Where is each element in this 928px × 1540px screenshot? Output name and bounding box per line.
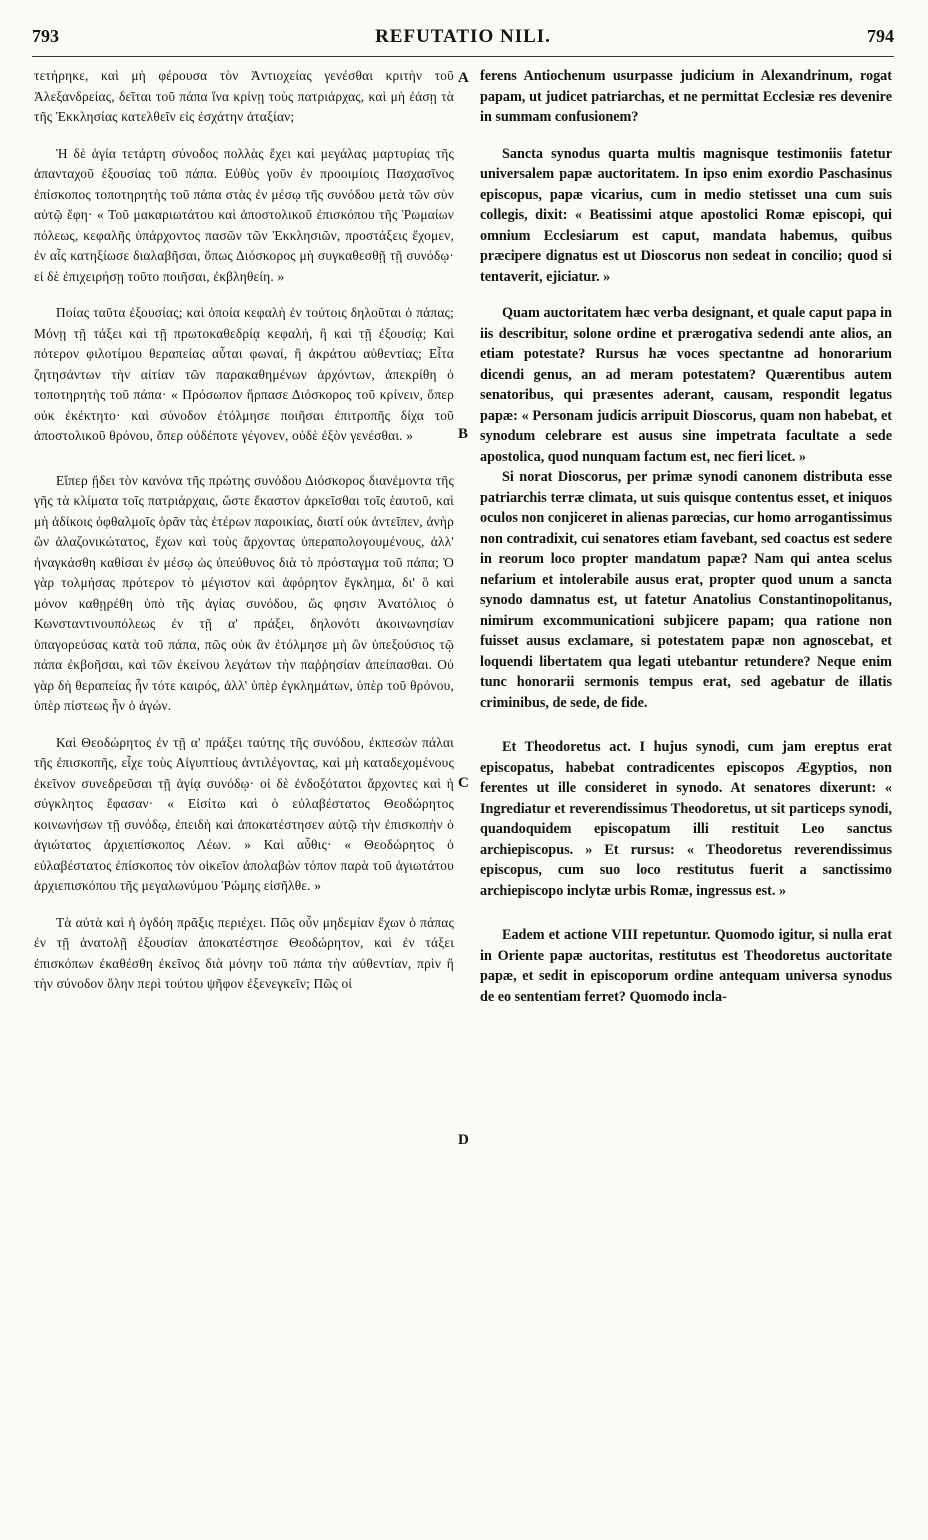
header-rule — [32, 56, 894, 57]
section-marker-c: C — [458, 775, 469, 791]
greek-column — [34, 66, 454, 995]
left-page-number: 793 — [32, 26, 59, 46]
greek-paragraph: Καὶ Θεοδώρητος ἐν τῇ α' πράξει ταύτης τῆς συνόδου, ἐκπεσὼν πάλαι τῆς ἐπισκοπῆς, εἶχε τοὺς Αἰγυπτίους ἀντιλέγοντας, καὶ μὴ καταδεχομένους ἐκεῖνον συνεδρεῦσαι τῇ ἁγίᾳ συνόδῳ· οἱ δὲ ἐνδοξότατοι ἄρχοντες καὶ ἡ σύγκλητος ἔφασαν· « Εἰσίτω καὶ ὁ εὐλαβέστατος Θεοδώρητος κοινωνήσων τῇ συνόδῳ, ἐπειδὴ καὶ ἀποκατέστησεν αὐτῷ τὴν ἐπισκοπὴν ὁ ἁγιώτατος ἀρχιεπίσκοπος Λέων. » Καὶ αὖθις· « Θεοδώρητος ὁ εὐλαβέστατος ἐπίσκοπος τὸν οἰκεῖον ἀπολαβὼν τόπον παρὰ τοῦ ἁγιωτάτου ἀρχιεπισκόπου τῆς μεγαλωνύμου Ῥώμης εἰσῆλθε. » — [34, 734, 454, 893]
running-title: REFUTATIO NILI. — [375, 26, 551, 47]
latin-paragraph: Et Theodoretus act. I hujus synodi, cum jam ereptus erat episcopatus, habebat contradicentes episcopos Ægyptios, non ferentes ut ille consideret in synodo. At senatores dixerunt: « Ingrediatur et reverendissimus Theodoretus, ut sit particeps synodi, quandoquidem episcopatum illi restituit Leo sanctus archiepiscopus. » Et rursus: « Theodoretus reverendissimus episcopus, cum suo loco restitutus fuerit a sanctissimo archiepiscopo inclytæ urbis Romæ, ingressus est. » — [480, 739, 892, 899]
latin-paragraph: Eadem et actione VIII repetuntur. Quomodo igitur, si nulla erat in Oriente papæ auctoritas, restitutus est Theodoretus auctoritate papæ, et sedit in episcoporum ordine antequam universa synodus de eo sententiam ferret? Quomodo incla- — [480, 927, 892, 1005]
latin-paragraph: Si norat Dioscorus, per primæ synodi canonem distributa esse patriarchis terræ climata, ut suis quisque contentus esset, et iniquos oculos non conjiceret in alienas parœcias, cur homo arrogantissimus non contradixit, cui senatores etiam favebant, sed coactus est sedere in reorum loco propter mandatum papæ? Nam qui antea scelus nefarium et intolerabile ausus erat, propter quod unum a sancta synodo damnatus est, ut fatetur Anatolius Constantinopolitanus, nimirum excommunicationi subjicere papam; qua ratione non fuisset ausus exclamare, si potestatem papæ non agnoscebat, et loquendi libertatem qua legati utebantur retundere? Neque enim tunc honorarii sermonis tempus erat, sed agebatur de illatis criminibus, de sede, de fide. — [480, 469, 892, 711]
latin-paragraph: Sancta synodus quarta multis magnisque testimoniis fatetur universalem papæ auctoritatem. In ipso enim exordio Paschasinus episcopus, papæ vicarius, cum in medio stetisset una cum suis collegis, dixit: « Beatissimi atque apostolici Romæ episcopi, qui omnium Ecclesiarum est caput, mandata habemus, quibus præcipere dignatus est ut Dioscorus non sedeat in concilio; quod si tentaverit, ejiciatur. » — [480, 145, 892, 285]
greek-paragraph: Εἴπερ ᾔδει τὸν κανόνα τῆς πρώτης συνόδου Διόσκορος διανέμοντα τῆς γῆς τὰ κλίματα τοῖς πατριάρχαις, ὥστε ἕκαστον ἀρκεῖσθαι τοῖς ἑαυτοῦ, καὶ μὴ ἀδίκοις ὀφθαλμοῖς ὁρᾶν τὰς ἑτέρων παροικίας, διατί οὐκ ἀντεῖπεν, ἀνὴρ ὢν ἀλαζονικώτατος, ἔχων καὶ τοὺς ἄρχοντας ὑπεραπολογουμένους, ἀλλ' ἠναγκάσθη καθίσαι ἐν μέσῳ ὡς ὑπεύθυνος διὰ τὸ πρόσταγμα τοῦ πάπα; Ὁ γὰρ τολμήσας πρότερον τὸ μέγιστον καὶ ἀφόρητον ἔγκλημα, δι' ὃ καὶ μόνον καθῃρέθη ὑπὸ τῆς ἁγίας συνόδου, ὥς φησιν Ἀνατόλιος ὁ Κωνσταντινουπόλεως ἐν τῇ α' πράξει, δηλονότι ἀκοινωνησίαν ὑπαγορεύσας κατὰ τοῦ πάπα, πῶς οὐκ ἂν ἐτόλμησε μὴ ὢν ὑπεξούσιος τῷ πάπα ἐκβοῆσαι, καὶ τῶν ἐκείνου λεγάτων τὴν παῤῥησίαν ἀπείπασθαι. Οὐ γὰρ δὴ θεραπείας ἦν τότε καιρός, ἀλλ' ὑπὲρ ἐγκλημάτων, ὑπὲρ τοῦ θρόνου, ὑπὲρ πίστεως ἦν ὁ ἀγών. — [34, 472, 454, 713]
section-marker-d: D — [458, 1132, 469, 1148]
greek-paragraph: τετήρηκε, καὶ μὴ φέρουσα τὸν Ἀντιοχείας γενέσθαι κριτὴν τοῦ Ἀλεξανδρείας, δεῖται τοῦ πάπα ἵνα κρίνῃ τοὺς πατριάρχας, καὶ μὴ ἐάσῃ τὰ τῆς Ἐκκλησίας κατελθεῖν εἰς ἐσχάτην ἀταξίαν; — [34, 68, 454, 124]
page-header — [32, 18, 894, 58]
right-page-number: 794 — [867, 26, 894, 46]
latin-paragraph: Quam auctoritatem hæc verba designant, et quale caput papa in iis describitur, solone ordine et prærogativa sedendi ante alios, an etiam potestate? Rursus hæ voces spectantne ad honorarium dicendi genus, an ad meram potestatem? Quærentibus autem senatoribus, qui præsentes aderant, causam, respondit legatus papæ: « Personam judicis arripuit Dioscorus, quam non habebat, et synodum celebrare est ausus sine impetrata facultate a sede apostolica, quod nunquam factum est, nec fieri licet. » — [480, 305, 892, 465]
section-marker-b: B — [458, 426, 469, 442]
latin-paragraph: ferens Antiochenum usurpasse judicium in Alexandrinum, rogat papam, ut judicet patriarchas, et ne permittat Ecclesiæ res devenire in summam confusionem? — [480, 68, 892, 125]
latin-column — [480, 66, 892, 1007]
greek-paragraph: Τὰ αὐτὰ καὶ ἡ ὀγδόη πρᾶξις περιέχει. Πῶς οὖν μηδεμίαν ἔχων ὁ πάπας ἐν τῇ ἀνατολῇ ἐξουσίαν ἀποκατέστησε Θεοδώρητον, καὶ ἐν τάξει ἐπισκόπων ἐκαθέσθη ἐκεῖνος διὰ μόνην τοῦ πάπα τὴν αὐθεντίαν, πρὶν ἢ τὴν σύνοδον ὅλην περὶ τούτου ψῆφον ἐξενεγκεῖν; Πῶς οἱ — [34, 914, 454, 991]
greek-paragraph: Ποίας ταῦτα ἐξουσίας; καὶ ὁποία κεφαλὴ ἐν τούτοις δηλοῦται ὁ πάπας; Μόνῃ τῇ τάξει καὶ τῇ πρωτοκαθεδρίᾳ κεφαλή, ἢ καὶ τῇ ἐξουσίᾳ; Καὶ πότερον φιλοτίμου θεραπείας αὗται φωναί, ἢ ἀκράτου αὐθεντίας; Εἶτα ζητησάντων τὴν αἰτίαν τῶν παρακαθημένων ἀρχόντων, ἀπεκρίθη ὁ τοποτηρητὴς τοῦ πάπα· « Πρόσωπον ἥρπασε Διόσκορος τοῦ κρίνειν, ὅπερ οὐκ ἐκέκτητο· καὶ σύνοδον ἐτόλμησε ποιῆσαι ἐπιτροπῆς δίχα τοῦ ἀποστολικοῦ θρόνου, ὅπερ οὐδέποτε γέγονεν, οὐδὲ ἐξὸν γενέσθαι. » — [34, 305, 454, 443]
greek-paragraph: Ἡ δὲ ἁγία τετάρτη σύνοδος πολλὰς ἔχει καὶ μεγάλας μαρτυρίας τῆς ἁπανταχοῦ ἐξουσίας τοῦ πάπα. Εὐθὺς γοῦν ἐν προοιμίοις Πασχασῖνος ἐπίσκοπος τοποτηρητὴς τοῦ πάπα στὰς ἐν μέσῳ τῆς συνόδου μετὰ τῶν σὺν αὐτῷ ἔφη· « Τοῦ μακαριωτάτου καὶ ἀποστολικοῦ ἐπισκόπου τῆς Ῥωμαίων πόλεως, κεφαλῆς ὑπάρχοντος πασῶν τῶν Ἐκκλησιῶν, προστάξεις ἔχομεν, ἐν αἷς κατηξίωσε διαλαβῆσαι, ὅπως Διόσκορος μὴ συγκαθεσθῇ τῇ συνόδῳ· εἰ δὲ ἐπιχειρήσῃ τοῦτο ποιῆσαι, ἐκβληθείη. » — [34, 145, 454, 284]
section-marker-a: A — [458, 70, 469, 86]
